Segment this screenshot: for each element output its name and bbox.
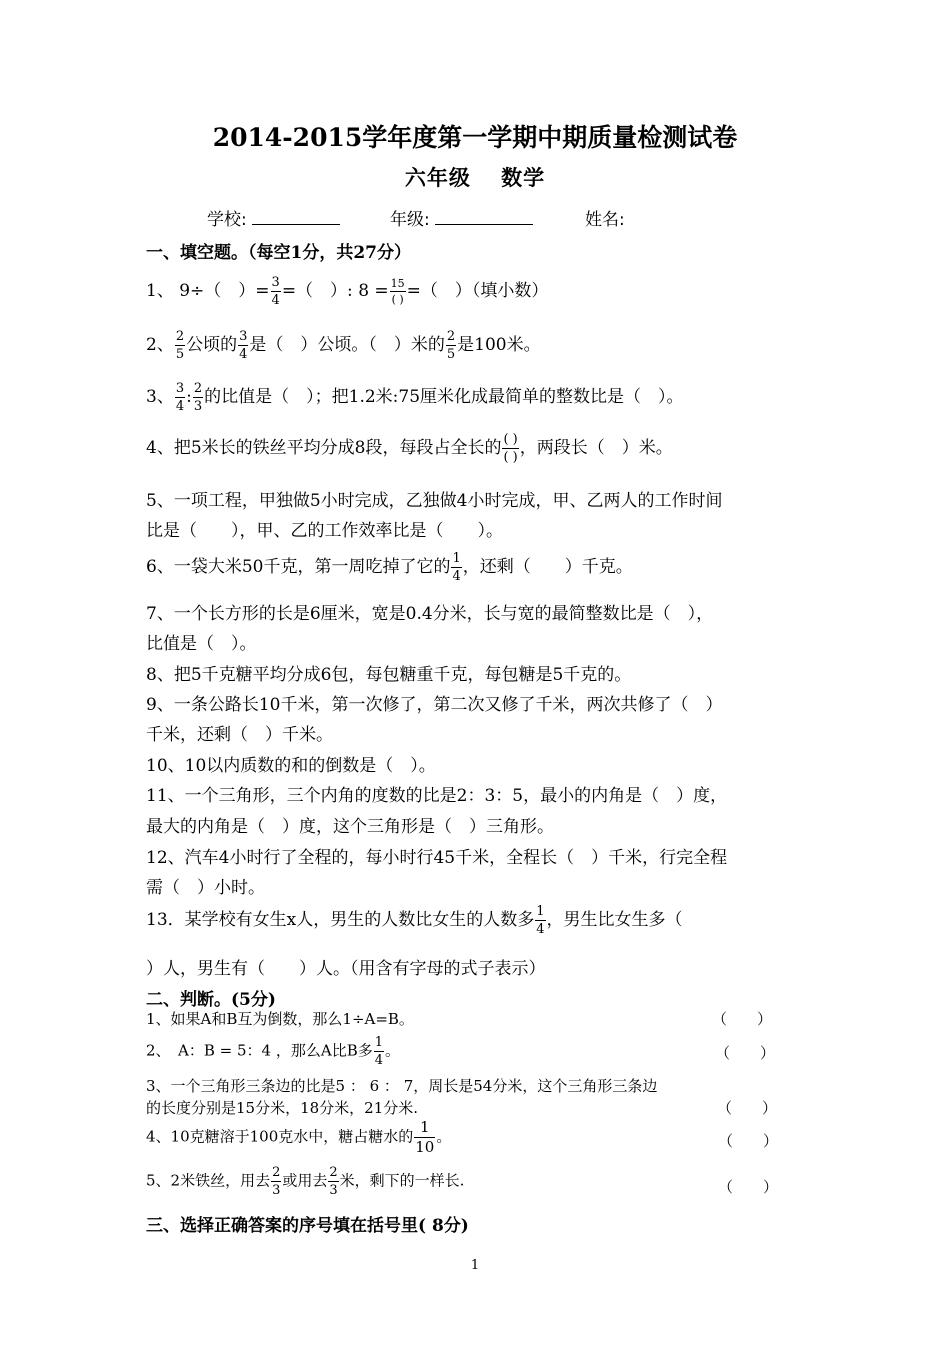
question-3: 3、 $\frac{3}{4}$ : $\frac{2}{3}$ 的比值是（ ）；把1.2米:75厘米化成最简单的整数比是（ ）。 [146,381,684,414]
grade-blank[interactable] [435,208,533,225]
school-field[interactable] [207,205,340,230]
fraction: $\frac{1}{4}$ [374,1035,383,1068]
question-13-line1: 13．某学校有女生x人，男生的人数比女生的人数多 $\frac{1}{4}$ ，男生比女生多（ [146,904,683,937]
question-7-line1: 7、一个长方形的长是6厘米，宽是0.4分米，长与宽的最简整数比是（ ）， [146,604,714,624]
question-5-line1: 5、一项工程，甲独做5小时完成，乙独做4小时完成，甲、乙两人的工作时间 [146,491,723,511]
question-6: 6、一袋大米50千克，第一周吃掉了它的 $\frac{1}{4}$ ，还剩（ ）千克。 [146,551,633,584]
judge-4-answer[interactable]: （ ） [718,1132,779,1150]
name-label: 姓名: [585,210,625,230]
school-label: 学校: [207,210,247,230]
fraction: $\frac{15}{( )}$ [390,277,405,306]
fraction: $\frac{1}{4}$ [536,904,545,937]
judge-3-line2: 的长度分别是15分米，18分米，21分米. [146,1099,419,1117]
school-blank[interactable] [252,208,340,225]
grade-field[interactable] [390,205,533,230]
grade-label: 年级: [390,210,430,230]
fraction: $\frac{1}{4}$ [452,551,461,584]
page-number: 1 [470,1258,480,1273]
question-8: 8、把5千克糖平均分成6包，每包糖重千克，每包糖是5千克的。 [146,665,632,685]
question-12-line1: 12、汽车4小时行了全程的，每小时行45千米，全程长（ ）千米，行完全程 [146,848,728,868]
fraction: $\frac{2}{3}$ [193,381,203,414]
question-11-line1: 11、一个三角形，三个内角的度数的比是2：3：5，最小的内角是（ ）度， [146,786,728,806]
fraction: $\frac{2}{3}$ [329,1165,338,1198]
fraction: $\frac{2}{5}$ [175,329,185,362]
judge-2: 2、 A：B = 5：4 ，那么A比B多 $\frac{1}{4}$ 。 [146,1035,401,1068]
question-5-line2: 比是（ ），甲、乙的工作效率比是（ ）。 [146,521,503,541]
judge-2-answer[interactable]: （ ） [715,1044,776,1062]
fraction: $\frac{3}{4}$ [239,329,248,362]
fraction: $\frac{( )}{( )}$ [503,432,518,465]
fraction: $\frac{3}{4}$ [271,275,280,308]
name-field[interactable] [585,205,625,230]
judge-3-answer[interactable]: （ ） [717,1099,778,1117]
question-2: 2、 $\frac{2}{5}$ 公顷的 $\frac{3}{4}$ 是（ ）公顷。（ ）米的 $\frac{2}{5}$ 是100米。 [146,329,541,362]
question-9-line2: 千米，还剩（ ）千米。 [146,725,333,745]
fraction: $\frac{3}{4}$ [175,381,185,414]
judge-3-line1: 3、一个三角形三条边的比是5 ： 6 ： 7，周长是54分米，这个三角形三条边 [146,1077,658,1095]
exam-title: 2014-2015学年度第一学期中期质量检测试卷 [212,123,738,152]
question-4: 4、把5米长的铁丝平均分成8段，每段占全长的 $\frac{( )}{( )}$ ，两段长（ ）米。 [146,432,673,465]
question-1: 1、 9÷（ ）= $\frac{3}{4}$ =（ ）: 8 = $\frac{15}{( )}$ =（ ）（填小数） [146,275,549,308]
question-12-line2: 需（ ）小时。 [146,878,265,898]
question-10: 10、10以内质数的和的倒数是（ ）。 [146,756,436,776]
question-11-line2: 最大的内角是（ ）度，这个三角形是（ ）三角形。 [146,817,554,837]
question-9-line1: 9、一条公路长10千米，第一次修了，第二次又修了千米，两次共修了（ ） [146,695,723,715]
fraction: $\frac{1}{10}$ [415,1118,435,1156]
judge-5-answer[interactable]: （ ） [718,1178,779,1196]
judge-1-answer[interactable]: （ ） [712,1010,773,1028]
judge-4: 4、10克糖溶于100克水中，糖占糖水的 $\frac{1}{10}$ 。 [146,1118,452,1156]
fraction: $\frac{2}{3}$ [272,1165,281,1198]
exam-subtitle: 六年级 数学 [404,165,546,190]
section2-heading: 二、判断。(5分) [146,990,276,1010]
fraction: $\frac{2}{5}$ [446,329,456,362]
question-13-line2: ）人，男生有（ ）人。（用含有字母的式子表示） [146,959,546,979]
section1-heading: 一、填空题。（每空1分，共27分） [146,243,411,263]
question-7-line2: 比值是（ ）。 [146,634,257,654]
section3-heading: 三、选择正确答案的序号填在括号里( 8分) [146,1216,469,1236]
judge-5: 5、2米铁丝，用去 $\frac{2}{3}$ 或用去 $\frac{2}{3}$ 米，剩下的一样长. [146,1165,465,1198]
judge-1: 1、如果A和B互为倒数，那么1÷A=B。 [146,1010,414,1028]
